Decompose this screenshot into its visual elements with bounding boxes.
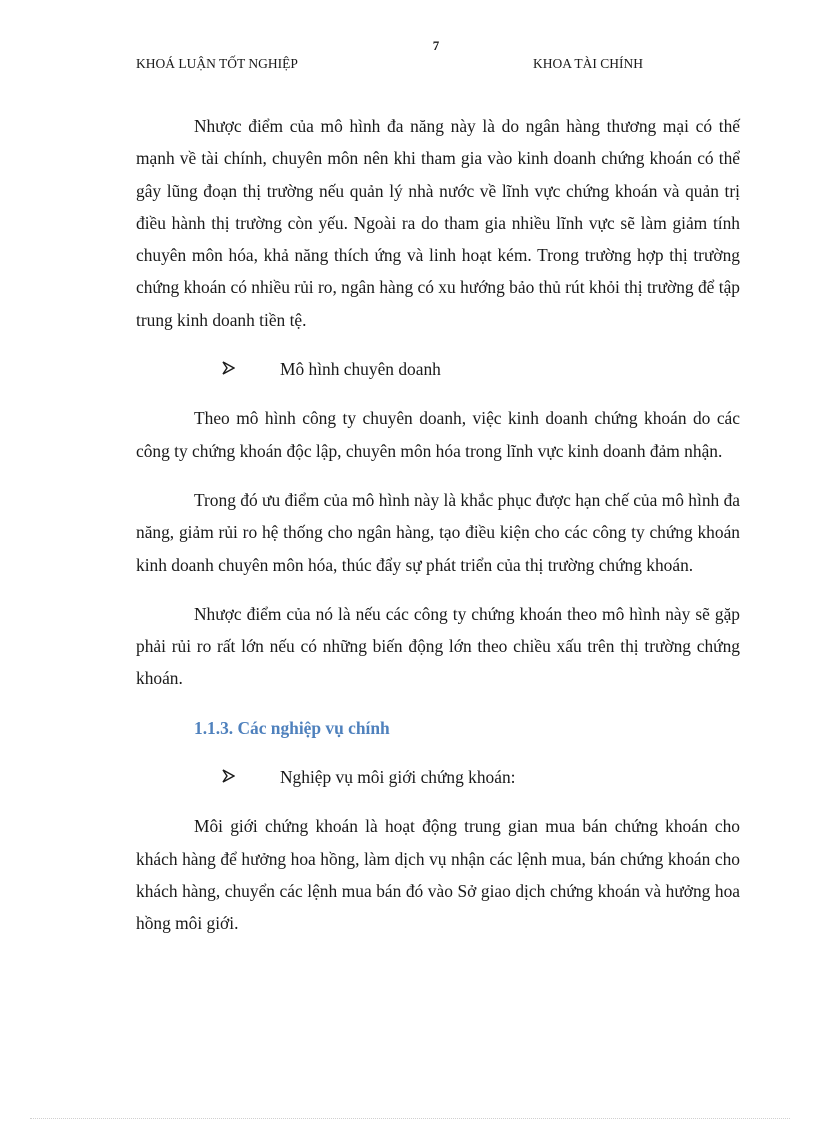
paragraph-brokerage-definition: Môi giới chứng khoán là hoạt động trung gian mua bán chứng khoán cho khách hàng để hưởng hoa hồng, làm dịch vụ nhận các lệnh mua, bán chứng khoán cho khách hàng, chuyển các lệnh mua bán đó vào Sở giao dịch chứng khoán và hưởng hoa hồng môi giới. bbox=[136, 816, 740, 934]
section-heading: 1.1.3. Các nghiệp vụ chính bbox=[194, 717, 390, 738]
bullet-label: Mô hình chuyên doanh bbox=[280, 359, 441, 380]
bullet-brokerage bbox=[136, 761, 740, 793]
arrowhead-bullet-icon bbox=[222, 353, 280, 375]
arrowhead-bullet-icon bbox=[222, 761, 280, 783]
bullet-label: Nghiệp vụ môi giới chứng khoán: bbox=[280, 767, 516, 788]
paragraph-specialized-disadvantages: Nhược điểm của nó là nếu các công ty chứng khoán theo mô hình này sẽ gặp phải rủi ro rất lớn nếu có những biến động lớn theo chiều xấu trên thị trường chứng khoán. bbox=[136, 603, 740, 689]
paragraph-specialized-definition: Theo mô hình công ty chuyên doanh, việc kinh doanh chứng khoán do các công ty chứng khoán độc lập, chuyên môn hóa trong lĩnh vực kinh doanh đảm nhận. bbox=[136, 408, 740, 461]
header-thesis-title: KHOÁ LUẬN TỐT NGHIỆP bbox=[136, 56, 298, 71]
bullet-specialized-model bbox=[136, 353, 740, 385]
header-faculty: KHOA TÀI CHÍNH bbox=[533, 56, 643, 71]
page-body bbox=[136, 110, 740, 940]
footer-divider bbox=[30, 1118, 790, 1119]
page-number: 7 bbox=[432, 38, 440, 53]
paragraph-specialized-advantages: Trong đó ưu điểm của mô hình này là khắc phục được hạn chế của mô hình đa năng, giảm rủi ro hệ thống cho ngân hàng, tạo điều kiện cho các công ty chứng khoán kinh doanh chuyên môn hóa, thúc đẩy sự phát triển của thị trường chứng khoán. bbox=[136, 489, 740, 575]
paragraph-disadvantages-universal: Nhược điểm của mô hình đa năng này là do ngân hàng thương mại có thế mạnh về tài chính, chuyên môn nên khi tham gia vào kinh doanh chứng khoán có thể gây lũng đoạn thị trường nếu quản lý nhà nước về lĩnh vực chứng khoán và quản trị điều hành thị trường còn yếu. Ngoài ra do tham gia nhiều lĩnh vực sẽ làm giảm tính chuyên môn hóa, khả năng thích ứng và linh hoạt kém. Trong trường hợp thị trường chứng khoán có nhiều rủi ro, ngân hàng có xu hướng bảo thủ rút khỏi thị trường để tập trung kinh doanh tiền tệ. bbox=[136, 116, 740, 330]
